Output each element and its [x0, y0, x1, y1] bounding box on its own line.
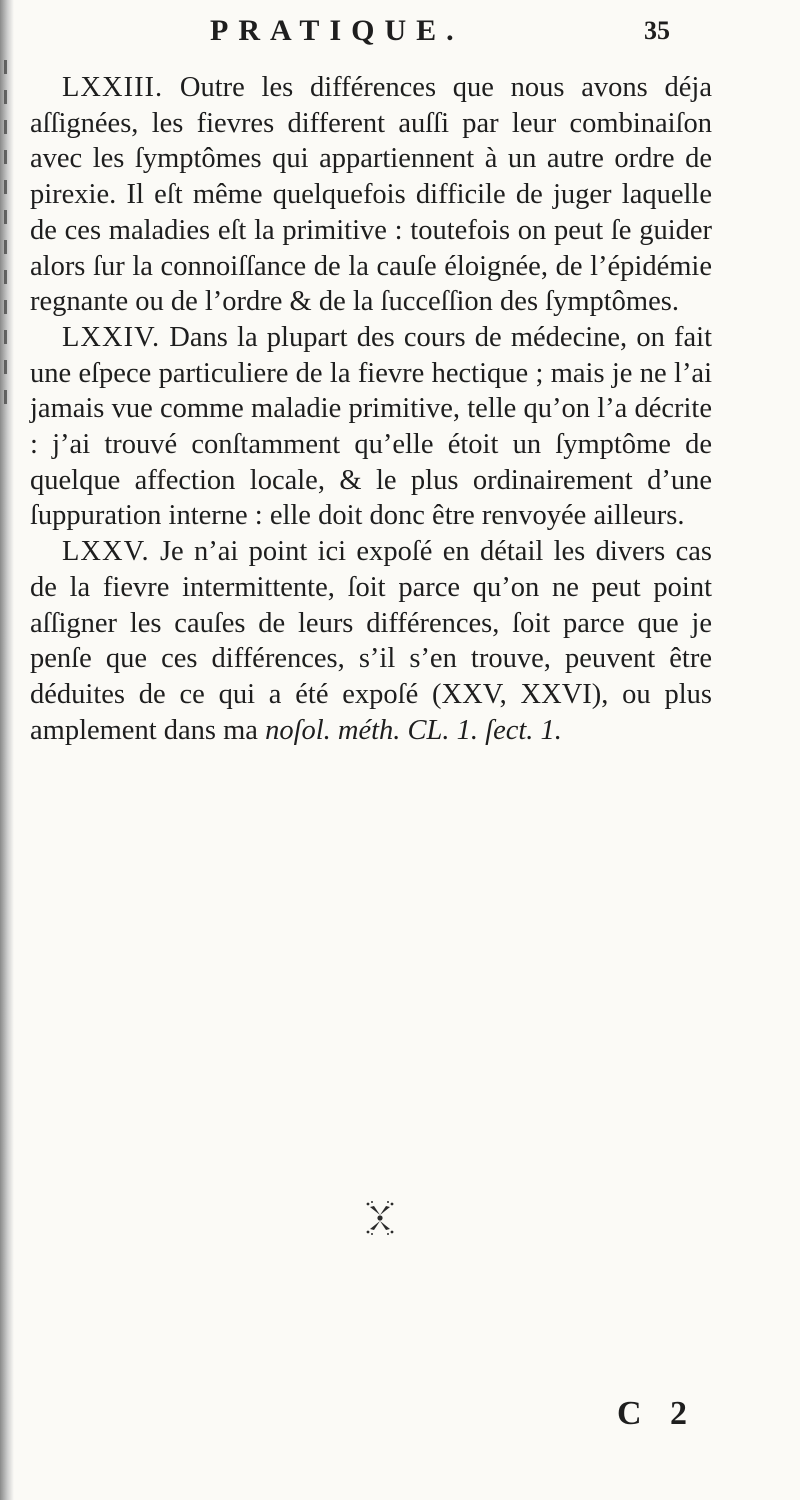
section-number: LXXIV. — [62, 321, 161, 353]
running-title: PRATIQUE. — [210, 14, 464, 47]
signature-mark: C 2 — [617, 1395, 698, 1432]
paragraph-lxxv — [30, 534, 712, 748]
paragraph-text: Outre les différences que nous avons déja aſſignées, les fievres different auſſi par leur combinaiſon avec les ſymptômes qui appartiennent à un autre ordre de pirexie. Il eſt même quelquefois difficile de juger laquelle de ces maladies eſt la primitive : toutefois on peut ſe guider alors ſur la connoiſſance de la cauſe éloignée, de l’épidémie regnante ou de l’ordre & de la ſucceſſion des ſymptômes. — [30, 72, 712, 318]
citation: noſol. méth. CL. 1. ſect. 1. — [265, 714, 562, 746]
fleuron-ornament-icon — [360, 1198, 400, 1238]
paragraph-text: Je n’ai point ici expoſé en détail les divers cas de la fievre intermittente, ſoit parce qu’on ne peut point aſſigner les cauſes de leurs différences, ſoit parce que je penſe que ces différences, s’il s’en trouve, peuvent être déduites de ce qui a été expoſé (XXV, XXVI), ou plus amplement dans ma — [30, 536, 712, 746]
paragraph-text: Dans la plupart des cours de médecine, on fait une eſpece particuliere de la fievre hectique ; mais je ne l’ai jamais vue comme maladie primitive, telle qu’on l’a décrite : j’ai trouvé conſtamment qu’elle étoit un ſymptôme de quelque affection locale, & le plus ordinairement d’une ſuppuration interne : elle doit donc être renvoyée ailleurs. — [30, 321, 713, 532]
paragraph-lxxiii — [30, 70, 712, 320]
page-number: 35 — [644, 16, 670, 45]
body-text — [30, 70, 712, 748]
binding-edge — [0, 0, 14, 1500]
running-head — [210, 14, 670, 54]
paragraph-lxxiv — [30, 320, 712, 534]
section-number: LXXIII. — [62, 72, 164, 103]
section-number: LXXV. — [62, 536, 150, 568]
